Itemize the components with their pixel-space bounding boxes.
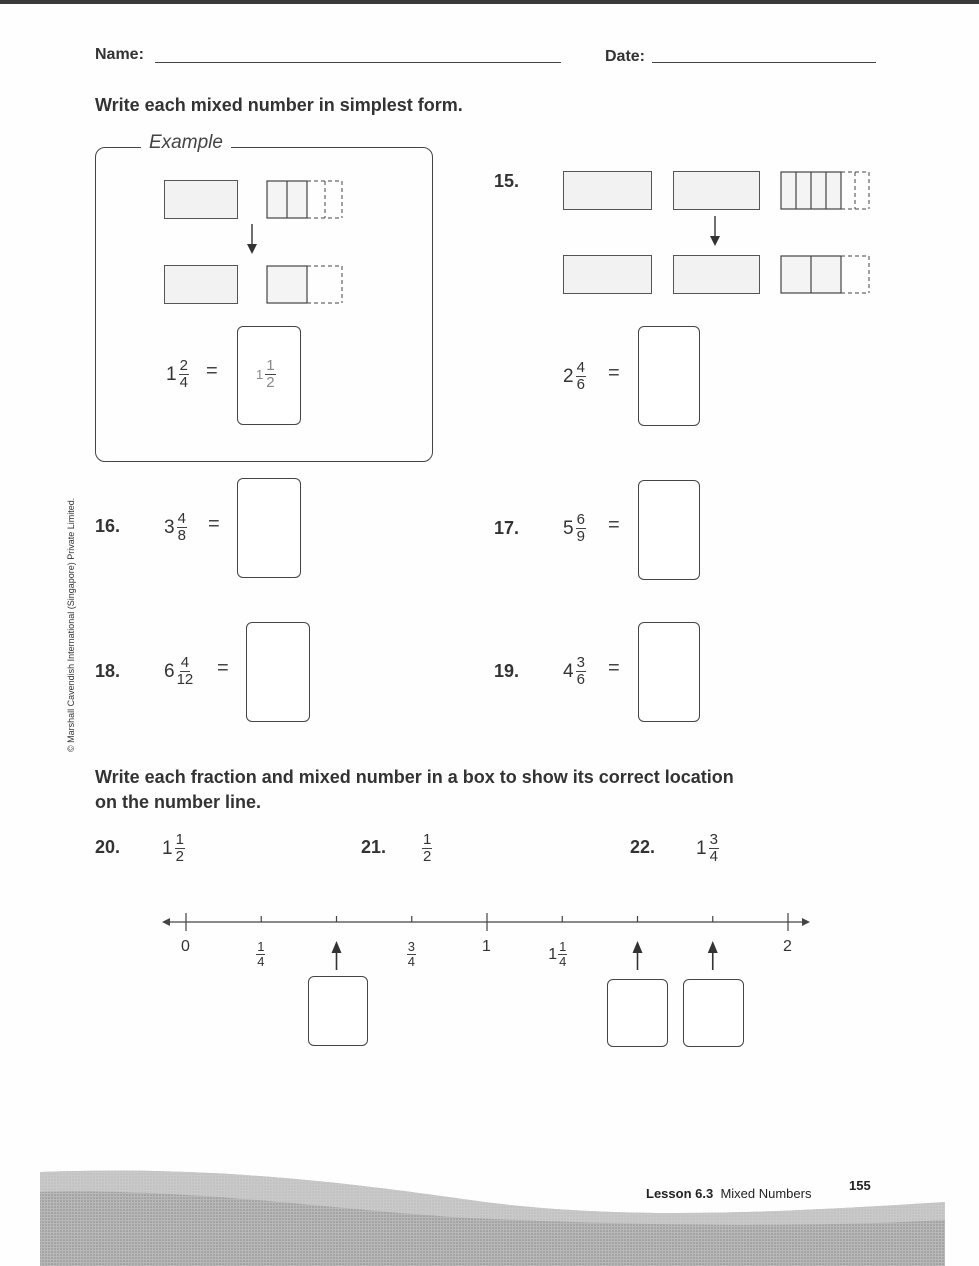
problem-21-fraction: $\frac{1}{2}$ <box>423 831 432 865</box>
p15-down-arrow-icon <box>707 214 723 248</box>
date-field[interactable] <box>652 62 876 63</box>
copyright-notice: © Marshall Cavendish International (Singapore) Private Limited. <box>66 497 76 752</box>
problem-19-answer-box[interactable] <box>638 622 700 722</box>
problem-16-number: 16. <box>95 516 121 536</box>
top-border <box>0 0 979 4</box>
number-line-label: 1 $\frac{1}{4}$ <box>548 939 567 969</box>
name-field[interactable] <box>155 62 561 63</box>
example-answer: 1 $\frac{1}{2}$ <box>256 357 275 391</box>
problem-19-number: 19. <box>494 661 520 681</box>
section1-instruction: Write each mixed number in simplest form. <box>95 95 463 115</box>
number-line-label: 2 <box>783 938 792 955</box>
example-label: Example <box>141 132 231 154</box>
problem-22-mixed: 1 $\frac{3}{4}$ <box>696 831 718 865</box>
equals-sign: = <box>608 362 620 384</box>
example-down-arrow-icon <box>244 222 260 256</box>
problem-17-number: 17. <box>494 518 520 538</box>
number-line-answer-box-3[interactable] <box>683 979 744 1047</box>
problem-18-mixed: 6 $\frac{4}{12}$ <box>164 654 194 688</box>
right-arrowhead-icon <box>802 918 810 926</box>
problem-16-answer-box[interactable] <box>237 478 301 578</box>
number-line-label: 1 <box>482 938 491 955</box>
problem-18-number: 18. <box>95 661 121 681</box>
up-arrow-icon <box>332 941 342 970</box>
number-line-label: $\frac{1}{4}$ <box>257 939 265 969</box>
p15-fraction-model-sixths <box>780 171 872 211</box>
footer-band <box>0 1170 979 1266</box>
number-line-label: 0 <box>181 938 190 955</box>
number-line-answer-box-2[interactable] <box>607 979 668 1047</box>
number-line-label: $\frac{3}{4}$ <box>407 939 415 969</box>
problem-17-answer-box[interactable] <box>638 480 700 580</box>
example-fraction-model-halves <box>266 265 344 305</box>
lesson-label: Lesson 6.3 Mixed Numbers <box>646 1186 812 1201</box>
equals-sign: = <box>608 514 620 536</box>
problem-18-answer-box[interactable] <box>246 622 310 722</box>
p15-whole-model-3 <box>563 255 652 294</box>
example-fraction-model-fourths <box>266 180 344 220</box>
section2-instruction-line2: on the number line. <box>95 792 262 812</box>
example-whole-model-2 <box>164 265 238 304</box>
equals-sign: = <box>217 657 229 679</box>
p15-whole-model-4 <box>673 255 760 294</box>
problem-15-mixed: 2 $\frac{4}{6}$ <box>563 359 585 393</box>
problem-20-mixed: 1 $\frac{1}{2}$ <box>162 831 184 865</box>
page-number: 155 <box>849 1178 871 1193</box>
equals-sign: = <box>608 657 620 679</box>
equals-sign: = <box>206 360 218 382</box>
problem-21-number: 21. <box>361 837 387 857</box>
up-arrow-icon <box>708 941 718 970</box>
up-arrow-icon <box>633 941 643 970</box>
name-label: Name: <box>95 46 144 63</box>
number-line-answer-box-1[interactable] <box>308 976 368 1046</box>
example-mixed-number: 1 $\frac{2}{4}$ <box>166 357 188 391</box>
problem-15-number: 15. <box>494 171 520 191</box>
problem-17-mixed: 5 $\frac{6}{9}$ <box>563 511 585 545</box>
equals-sign: = <box>208 513 220 535</box>
example-whole-model <box>164 180 238 219</box>
date-label: Date: <box>605 48 646 65</box>
problem-15-answer-box[interactable] <box>638 326 700 426</box>
problem-22-number: 22. <box>630 837 656 857</box>
problem-20-number: 20. <box>95 837 121 857</box>
p15-whole-model-2 <box>673 171 760 210</box>
p15-fraction-model-thirds <box>780 255 872 295</box>
problem-19-mixed: 4 $\frac{3}{6}$ <box>563 654 585 688</box>
problem-16-mixed: 3 $\frac{4}{8}$ <box>164 510 186 544</box>
p15-whole-model-1 <box>563 171 652 210</box>
section2-instruction-line1: Write each fraction and mixed number in a box to show its correct location <box>95 767 734 787</box>
left-arrowhead-icon <box>162 918 170 926</box>
